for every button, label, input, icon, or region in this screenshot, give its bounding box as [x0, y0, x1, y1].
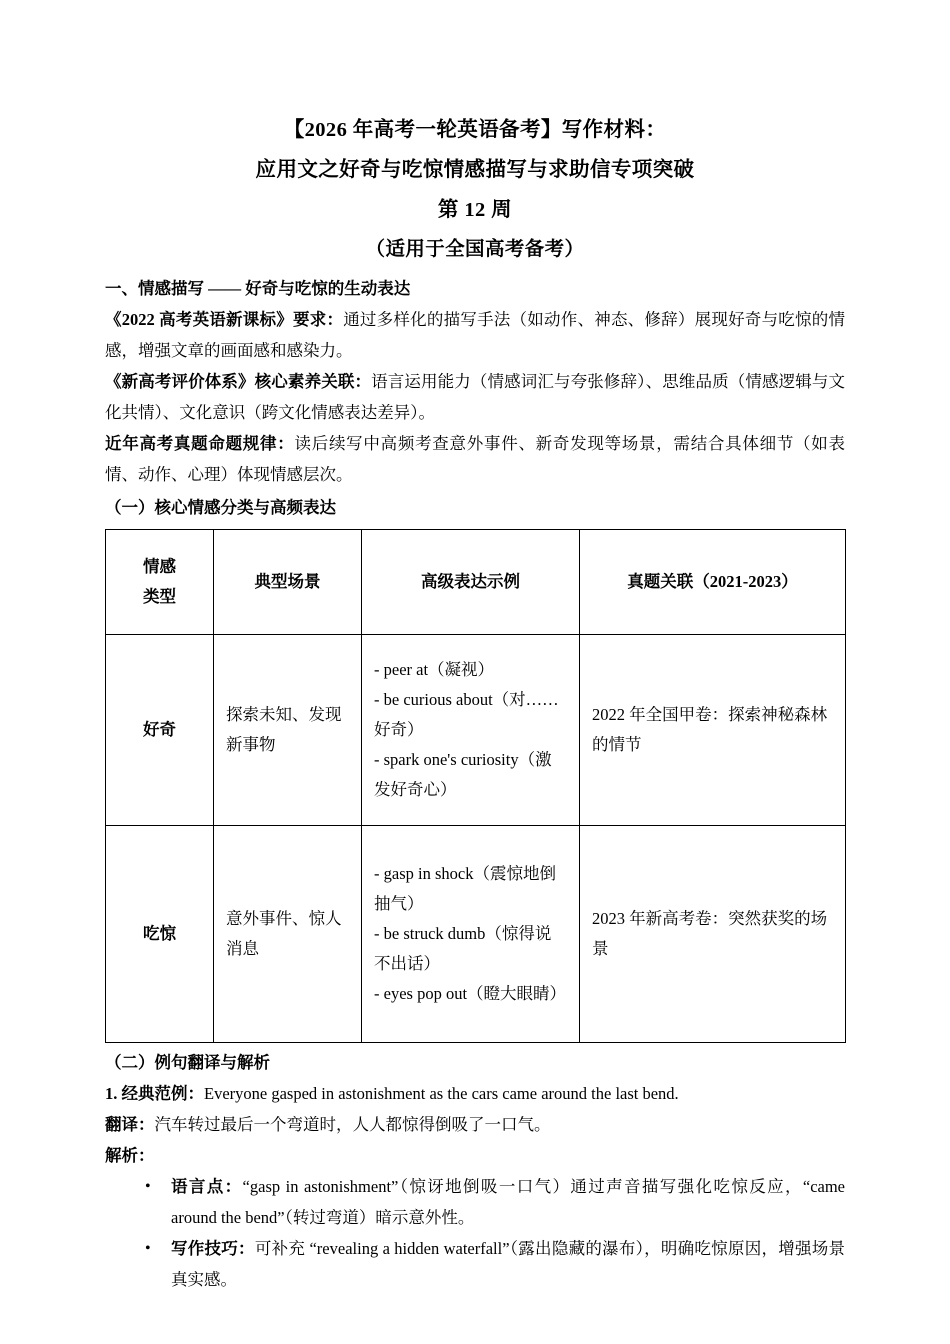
- document-title-line-1: 【2026 年高考一轮英语备考】写作材料：: [283, 119, 667, 141]
- example-sentence-line: [105, 1078, 845, 1109]
- document-title-line-3: 第 12 周: [437, 199, 513, 221]
- paragraph-exam-pattern-lead: 近年高考真题命题规律：: [105, 434, 295, 453]
- translation-text: 汽车转过最后一个弯道时，人人都惊得倒吸了一口气。: [154, 1115, 551, 1134]
- example-label: 1. 经典范例：: [105, 1084, 204, 1103]
- emotion-expression-table: [105, 529, 846, 1043]
- paragraph-requirement: [105, 304, 845, 366]
- table-row: [106, 826, 846, 1043]
- expression-item: - be struck dumb（惊得说不出话）: [374, 924, 552, 973]
- expression-item: - gasp in shock（震惊地倒抽气）: [374, 864, 556, 913]
- section-heading-emotion: 一、情感描写 —— 好奇与吃惊的生动表达: [105, 279, 411, 298]
- paragraph-requirement-text: 通过多样化的描写手法（如动作、神态、修辞）展现好奇与吃惊的情感，增强文章的画面感和感染力。: [105, 310, 846, 360]
- translation-label: 翻译：: [105, 1115, 155, 1134]
- paragraph-core-literacy-lead: 《新高考评价体系》核心素养关联：: [105, 372, 372, 391]
- table-cell-category-shock: 吃惊: [106, 826, 214, 1043]
- translation-line: [105, 1109, 845, 1140]
- table-header-row: [106, 530, 846, 635]
- analysis-point-text: “gasp in astonishment”（惊讶地倒吸一口气）通过声音描写强化吃惊反应，“came around the bend”（转过弯道）暗示意外性。: [171, 1177, 845, 1227]
- list-item: [105, 1233, 845, 1295]
- analysis-point-lead: 语言点：: [171, 1177, 243, 1196]
- table-cell-expressions-curiosity: [362, 635, 580, 826]
- expression-item: - be curious about（对……好奇）: [374, 690, 559, 739]
- analysis-point-lead: 写作技巧：: [171, 1239, 255, 1258]
- paragraph-exam-pattern-text: 读后续写中高频考查意外事件、新奇发现等场景，需结合具体细节（如表情、动作、心理）体现情感层次。: [105, 434, 846, 484]
- document-content: [105, 110, 845, 1295]
- document-title-line-2: 应用文之好奇与吃惊情感描写与求助信专项突破: [255, 159, 695, 181]
- table-row: [106, 635, 846, 826]
- table-header-scene: 典型场景: [214, 530, 362, 635]
- paragraph-core-literacy: [105, 366, 845, 428]
- table-header-exam-link: 真题关联（2021-2023）: [580, 530, 846, 635]
- subsection-heading-classification: （一）核心情感分类与高频表达: [105, 498, 336, 517]
- table-cell-exam-link-curiosity: 2022 年全国甲卷：探索神秘森林的情节: [580, 635, 846, 826]
- example-sentence: Everyone gasped in astonishment as the cars came around the last bend.: [204, 1084, 679, 1103]
- analysis-point-text: 可补充 “revealing a hidden waterfall”（露出隐藏的瀑布），明确吃惊原因，增强场景真实感。: [171, 1239, 846, 1289]
- subsection-heading-examples: （二）例句翻译与解析: [105, 1053, 270, 1072]
- analysis-points-list: [105, 1171, 845, 1295]
- paragraph-core-literacy-text: 语言运用能力（情感词汇与夸张修辞）、思维品质（情感逻辑与文化共情）、文化意识（跨文化情感表达差异）。: [105, 372, 846, 422]
- table-header-expressions: 高级表达示例: [362, 530, 580, 635]
- paragraph-requirement-lead: 《2022 高考英语新课标》要求：: [105, 310, 344, 329]
- expression-item: - spark one's curiosity（激发好奇心）: [374, 750, 552, 799]
- expression-item: - eyes pop out（瞪大眼睛）: [374, 984, 567, 1003]
- document-subtitle: （适用于全国高考备考）: [365, 239, 585, 260]
- table-cell-scene-shock: 意外事件、惊人消息: [214, 826, 362, 1043]
- table-cell-expressions-shock: [362, 826, 580, 1043]
- analysis-label: 解析：: [105, 1146, 155, 1165]
- analysis-line: [105, 1140, 845, 1171]
- table-cell-category-curiosity: 好奇: [106, 635, 214, 826]
- table-header-category: 情感 类型: [106, 530, 214, 635]
- expression-item: - peer at（凝视）: [374, 660, 495, 679]
- paragraph-exam-pattern: [105, 428, 845, 490]
- list-item: [105, 1171, 845, 1233]
- table-cell-exam-link-shock: 2023 年新高考卷：突然获奖的场景: [580, 826, 846, 1043]
- table-cell-scene-curiosity: 探索未知、发现新事物: [214, 635, 362, 826]
